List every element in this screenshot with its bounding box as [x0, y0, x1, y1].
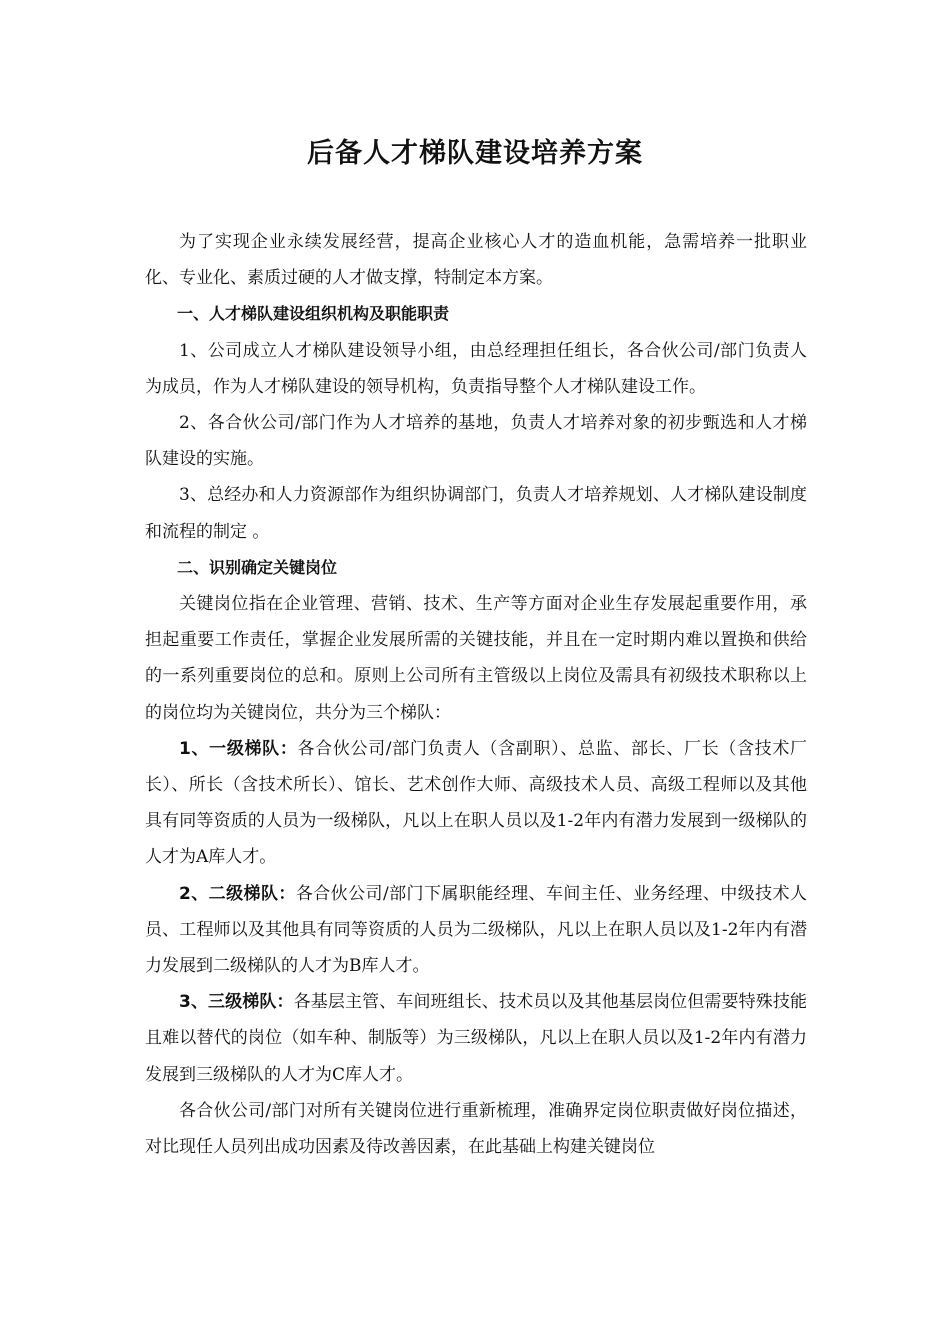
paragraph-item-3: 3、总经办和人力资源部作为组织协调部门，负责人才培养规划、人才梯队建设制度和流程的制定 。: [145, 485, 807, 542]
section-heading-2: 二、识别确定关键岗位: [177, 557, 338, 577]
tier-1-lead: 1、一级梯队：: [179, 738, 298, 759]
intro-paragraph: 为了实现企业永续发展经营，提高企业核心人才的造血机能，急需培养一批职业化、专业化、素质过硬的人才做支撑，特制定本方案。: [145, 232, 807, 289]
key-position-definition: 关键岗位指在企业管理、营销、技术、生产等方面对企业生存发展起重要作用，承担起重要工作责任，掌握企业发展所需的关键技能，并且在一定时期内难以置换和供给的一系列重要岗位的总和。原则上公司所有主管级以上岗位及需具有初级技术职称以上的岗位均为关键岗位，共分为三个梯队：: [145, 594, 807, 723]
document-body: [145, 224, 807, 1165]
tier-3-text: 各基层主管、车间班组长、技术员以及其他基层岗位但需要特殊技能且难以替代的岗位（如车种、制版等）为三级梯队，凡以上在职人员以及1-2年内有潜力发展到三级梯队的人才为C库人才。: [145, 992, 807, 1085]
section-heading-1: 一、人才梯队建设组织机构及职能职责: [177, 304, 450, 324]
tier-2-lead: 2、二级梯队：: [179, 883, 296, 904]
document-title: 后备人才梯队建设培养方案: [307, 138, 643, 169]
paragraph-item-1: 1、公司成立人才梯队建设领导小组，由总经理担任组长，各合伙公司/部门负责人为成员，作为人才梯队建设的领导机构，负责指导整个人才梯队建设工作。: [145, 340, 807, 397]
tier-3-lead: 3、三级梯队：: [179, 992, 294, 1013]
tier-2-text: 各合伙公司/部门下属职能经理、车间主任、业务经理、中级技术人员、工程师以及其他具有同等资质的人员为二级梯队，凡以上在职人员以及1-2年内有潜力发展到二级梯队的人才为B库人才。: [145, 883, 807, 977]
closing-paragraph: 各合伙公司/部门对所有关键岗位进行重新梳理，准确界定岗位职责做好岗位描述，对比现任人员列出成功因素及待改善因素，在此基础上构建关键岗位: [145, 1100, 807, 1158]
tier-3-paragraph: [145, 984, 807, 1093]
tier-1-text: 各合伙公司/部门负责人（含副职）、总监、部长、厂长（含技术厂长）、所长（含技术所长）、馆长、艺术创作大师、高级技术人员、高级工程师以及其他具有同等资质的人员为一级梯队，凡以上在职人员以及1-2年内有潜力发展到一级梯队的人才为A库人才。: [145, 738, 807, 868]
tier-2-paragraph: [145, 876, 807, 985]
paragraph-item-2: 2、各合伙公司/部门作为人才培养的基地，负责人才培养对象的初步甄选和人才梯队建设的实施。: [145, 413, 807, 470]
tier-1-paragraph: [145, 731, 807, 876]
